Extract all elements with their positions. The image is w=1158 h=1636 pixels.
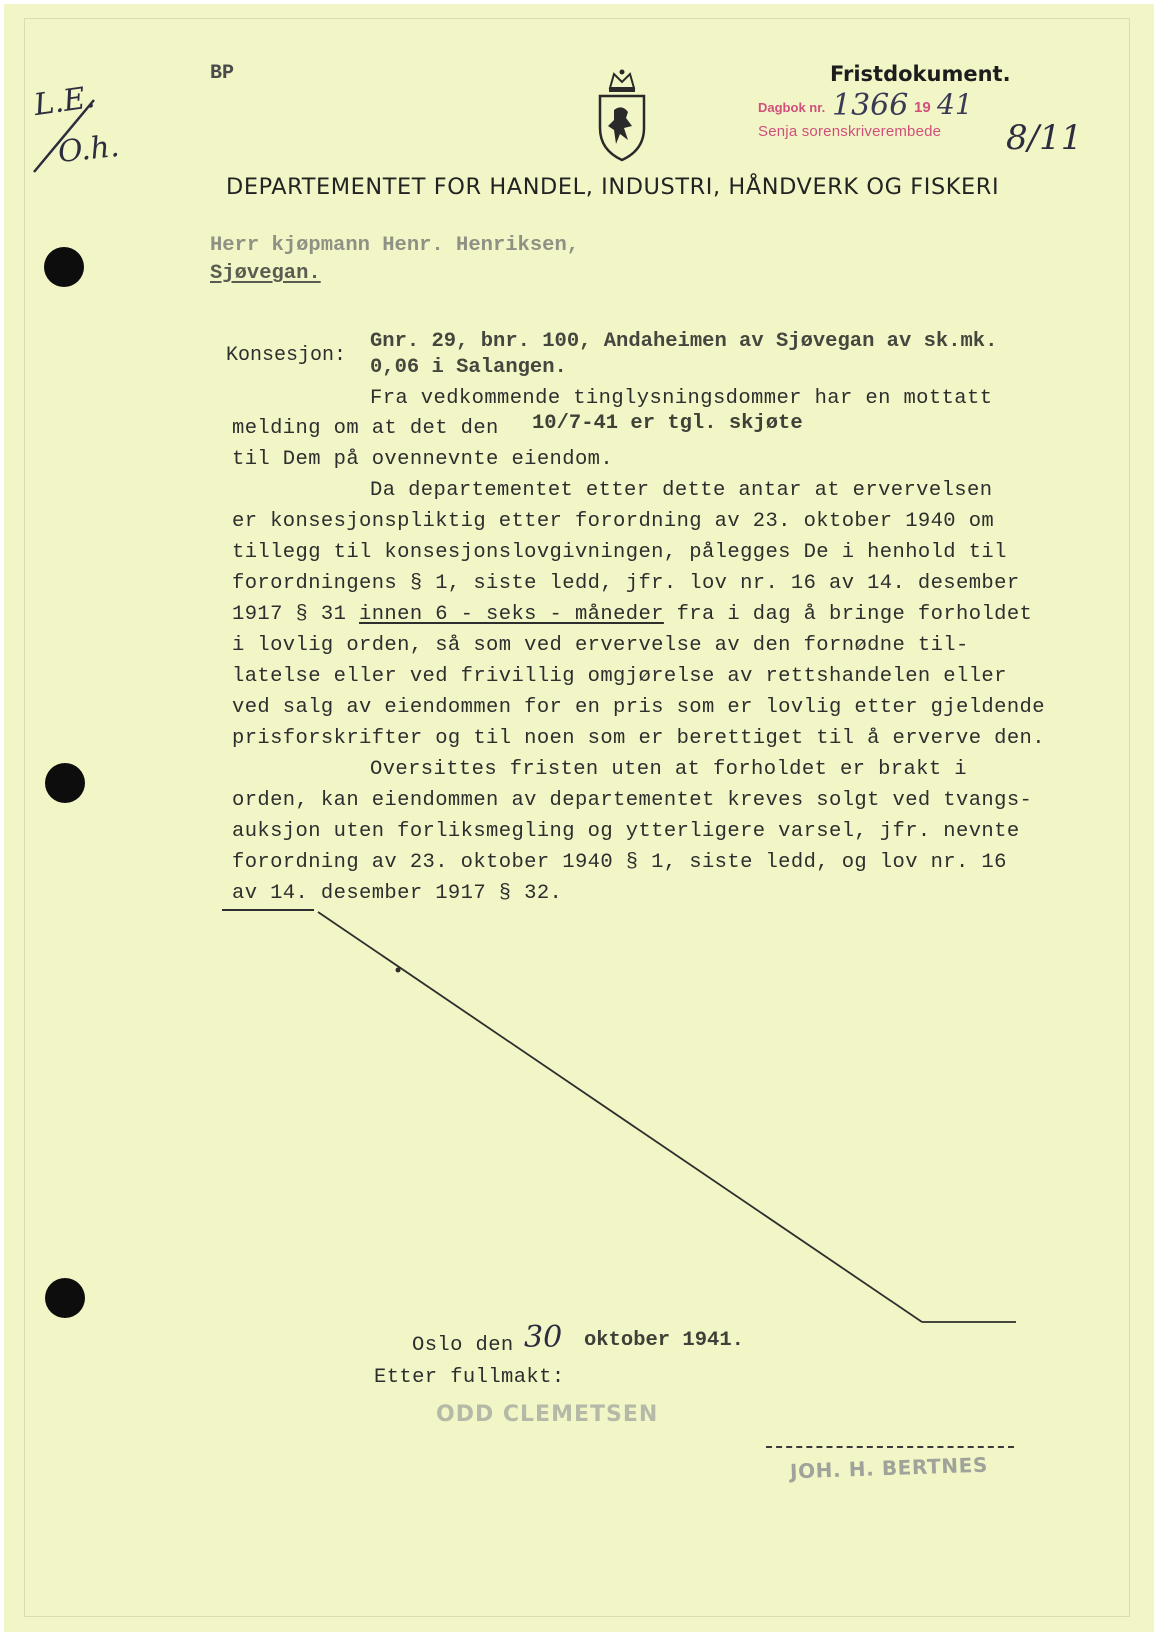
cancellation-diagonal bbox=[4, 4, 1154, 1632]
body-line-5: er konsesjonspliktig etter forordning av 23. oktober 1940 om bbox=[232, 510, 995, 533]
signatory-2: JOH. H. BERTNES bbox=[789, 1452, 989, 1484]
document-page bbox=[4, 4, 1154, 1632]
subject-line-1: Gnr. 29, bnr. 100, Andaheimen av Sjøvegan av sk.mk. bbox=[370, 330, 998, 353]
body-line-8a: 1917 § 31 bbox=[232, 603, 347, 626]
margin-note-bottom: O.h. bbox=[56, 128, 121, 171]
stamp-title: Fristdokument. bbox=[830, 62, 1011, 86]
dagbok-label: Dagbok nr. bbox=[758, 100, 826, 115]
body-line-11: ved salg av eiendommen for en pris som er lovlig etter gjeldende bbox=[232, 696, 1045, 719]
margin-note-top: L.E. bbox=[31, 79, 98, 124]
initials: BP bbox=[210, 62, 235, 85]
body-line-8c: fra i dag å bringe forholdet bbox=[676, 603, 1033, 626]
office-stamp: Senja sorenskriverembede bbox=[758, 123, 942, 140]
body-line-9: i lovlig orden, så som ved ervervelse av den fornødne til- bbox=[232, 634, 969, 657]
body-line-14: orden, kan eiendommen av departementet kreves solgt ved tvangs- bbox=[232, 789, 1033, 812]
body-line-12: prisforskrifter og til noen som er berettiget til å erverve den. bbox=[232, 727, 1045, 750]
body-line-16: forordning av 23. oktober 1940 § 1, siste ledd, og lov nr. 16 bbox=[232, 851, 1007, 874]
body-line-2b: 10/7-41 er tgl. skjøte bbox=[532, 412, 803, 435]
body-line-7: forordningens § 1, siste ledd, jfr. lov nr. 16 av 14. desember bbox=[232, 572, 1020, 595]
closing-month-year: oktober 1941. bbox=[584, 1329, 744, 1352]
body-line-2a: melding om at det den bbox=[232, 417, 499, 440]
closing-authority: Etter fullmakt: bbox=[374, 1366, 565, 1389]
year-prefix: 19 bbox=[914, 99, 931, 116]
signature-line bbox=[766, 1446, 1014, 1448]
year-suffix: 41 bbox=[937, 88, 973, 121]
deadline-text: innen 6 - seks - måneder bbox=[359, 603, 664, 626]
body-line-13: Oversittes fristen uten at forholdet er brakt i bbox=[370, 758, 967, 781]
department-heading: DEPARTEMENTET FOR HANDEL, INDUSTRI, HÅNDVERK OG FISKERI bbox=[226, 174, 1000, 200]
subject-line-2: 0,06 i Salangen. bbox=[370, 356, 567, 379]
body-line-17: av 14. desember 1917 § 32. bbox=[232, 882, 563, 905]
body-line-10: latelse eller ved frivillig omgjørelse av rettshandelen eller bbox=[232, 665, 1007, 688]
closing-day: 30 bbox=[524, 1320, 563, 1355]
subject-label: Konsesjon: bbox=[226, 344, 347, 367]
body-line-3: til Dem på ovennevnte eiendom. bbox=[232, 448, 614, 471]
signatory-1: ODD CLEMETSEN bbox=[436, 1402, 659, 1427]
date-note: 8/11 bbox=[1006, 118, 1083, 158]
body-line-4: Da departementet etter dette antar at ervervelsen bbox=[370, 479, 993, 502]
body-line-15: auksjon uten forliksmegling og ytterligere varsel, jfr. nevnte bbox=[232, 820, 1020, 843]
recipient-place: Sjøvegan. bbox=[210, 262, 321, 285]
dagbok-number: 1366 bbox=[832, 88, 909, 123]
body-line-6: tillegg til konsesjonslovgivningen, pålegges De i henhold til bbox=[232, 541, 1007, 564]
body-line-1: Fra vedkommende tinglysningsdommer har en mottatt bbox=[370, 387, 993, 410]
closing-place: Oslo den bbox=[412, 1334, 514, 1357]
recipient-name: Herr kjøpmann Henr. Henriksen, bbox=[210, 234, 580, 257]
